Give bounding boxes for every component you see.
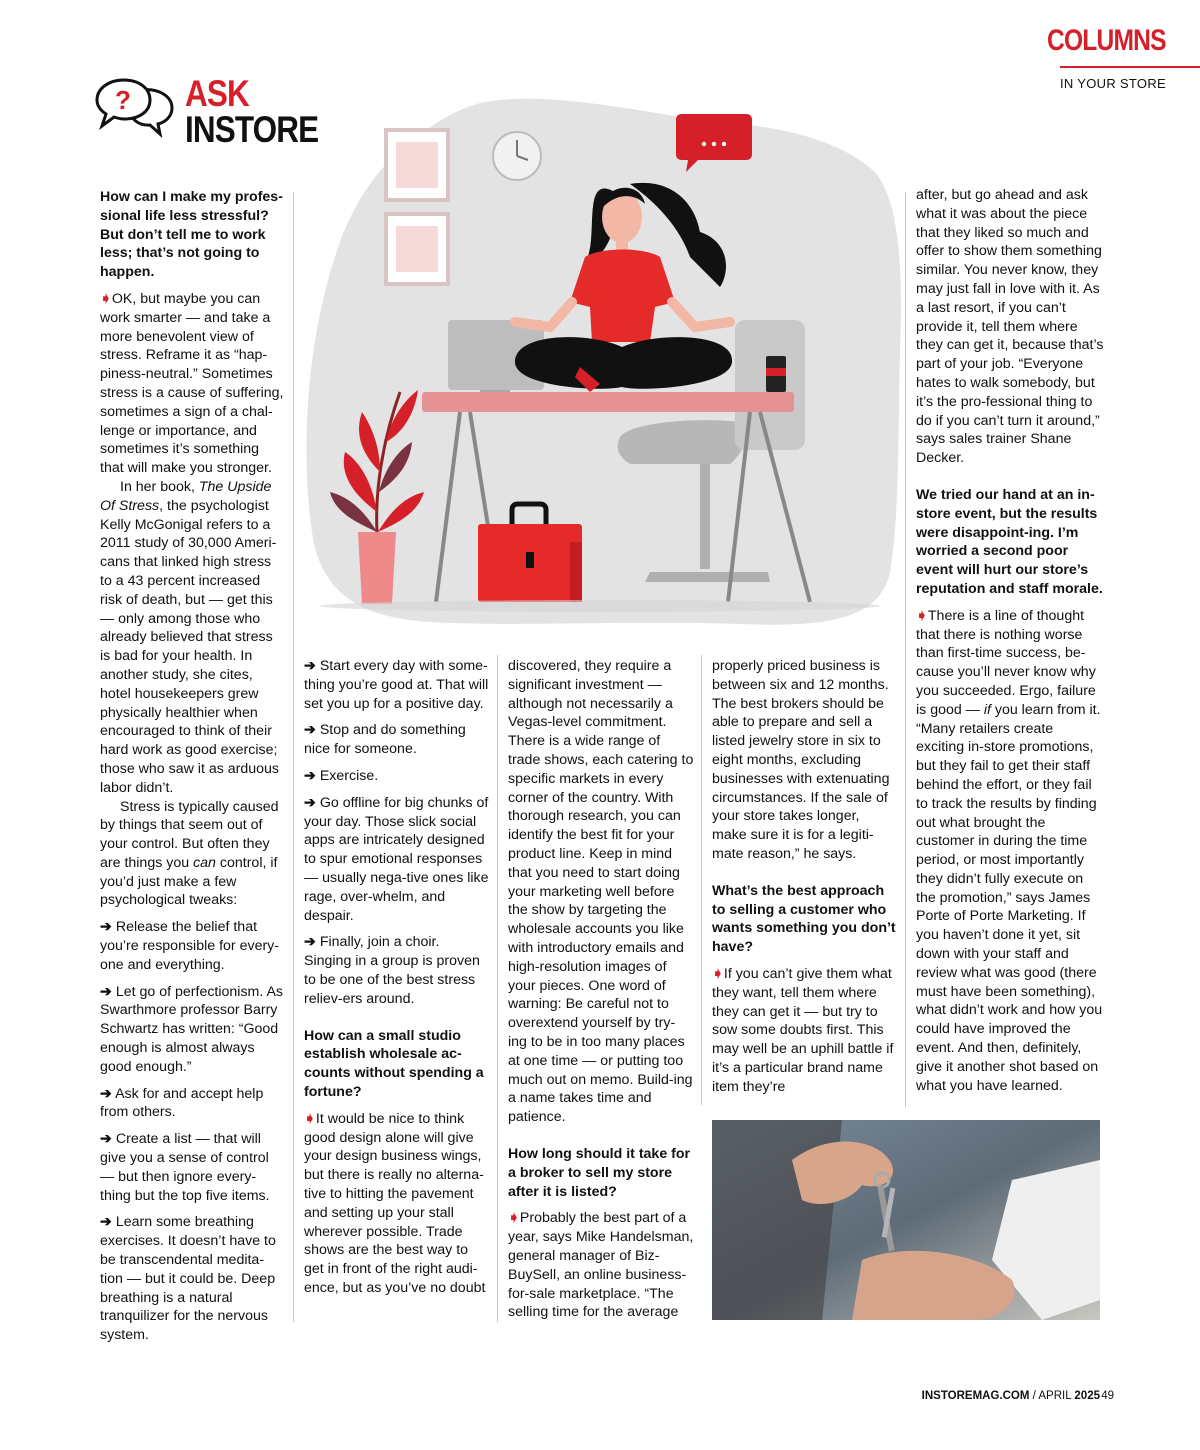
list-item: Learn some breathing exercises. It doesn’t have to be transcendental medita-tion — but it could be. Deep breathing is a natural tranquilizer for the nervous system. [100,1214,276,1344]
brand-ask: ASK [185,73,249,114]
list-item: Finally, join a choir. Singing in a group is proven to be one of the best stress reliev-ers around. [304,934,480,1007]
answer-marker-icon: ➧ [712,965,724,982]
question-3: How long should it take for a broker to sell my store after it is listed? [508,1145,691,1200]
paragraph-text: In her book, [120,478,199,495]
column-5 [916,186,1104,1095]
speech-bubbles-icon [94,76,176,140]
arrow-icon: ➔ [304,934,316,951]
answer-5-cont: you learn from it. “Many retailers create exciting in-store promotions, but they fail to get their staff behind the effort, or they fail to track the results by finding out what brought the customer in during the time period, or most importantly they didn’t fully execute on the promotion,” says James Porte of Porte Marketing. If you haven’t done it yet, sit down with your staff and review what was good (there must have been something), what didn’t work and how you could have improved the event. And then, definitely, give it another shot based on what you have learned. [916,701,1103,1094]
answer-2: It would be nice to think good design alone will give your design business wings, but there is really no alterna-tive to hitting the pavement and setting up your stall wherever possible. Trade shows are the best way to get in front of the right audi-ence, but as you’ve no doubt [304,1110,486,1296]
paragraph-text: , the psychologist Kelly McGonigal refers to a 2011 study of 30,000 Ameri-cans that linked high stress to a 43 percent increased risk of death, but — get this — only among those who already believed that stress is bad for your health. In another study, she cites, hotel housekeepers grew physically healthier when encouraged to think of their hard work as good exercise; those who saw it as arduous labor didn’t. [100,497,280,796]
footer-site: INSTOREMAG.COM [921,1390,1030,1402]
column-2 [304,657,490,1298]
header-rule [1060,66,1200,68]
answer-marker-icon: ➧ [916,607,928,624]
answer-1: OK, but maybe you can work smarter — and take a more benevolent view of stress. Reframe it as “hap-piness-neutral.” Sometimes stress is a cause of suffering, sometimes a sign of a chal-lenge or importance, and sometimes it’s something that will make you stronger. [100,290,284,477]
answer-3: Probably the best part of a year, says Mike Handelsman, general manager of Biz-BuySell, an online business-for-sale marketplace. “The selling time for the average [508,1210,694,1321]
page-number: 49 [1101,1390,1114,1402]
subsection-title: IN YOUR STORE [1060,76,1166,91]
arrow-icon: ➔ [100,919,112,936]
brand-instore: INSTORE [185,109,319,150]
list-item: Exercise. [319,767,379,784]
list-item: Go offline for big chunks of your day. Those slick social apps are intricately designed to spur emotional responses — usually nega-tive ones like rage, over-whelm, and despair. [304,794,489,924]
list-item: Stop and do something nice for someone. [304,722,466,758]
question-4: What’s the best approach to selling a customer who wants something you don’t have? [712,882,896,956]
column-3 [508,657,694,1322]
emphasis: can [193,854,216,871]
question-5: We tried our hand at an in-store event, but the results were disappoint-ing. I’m worried a second poor event will hurt our store’s reputation and staff morale. [916,486,1103,597]
list-item: Start every day with some-thing you’re good at. That will set you up for a positive day. [304,658,489,712]
svg-text:?: ? [115,85,131,115]
arrow-icon: ➔ [304,722,316,739]
list-item: Let go of perfectionism. As Swarthmore professor Barry Schwartz has written: “Good enough is almost always good enough.” [100,983,284,1075]
footer-issue: APRIL [1038,1390,1075,1402]
paragraph-text: properly priced business is between six and 12 months. The best brokers should be able to prepare and sell a listed jewelry store in six to eight months, excluding businesses with extenuating circumstances. If the sale of your store takes longer, make sure it is for a legiti-mate reason,” he says. [712,658,890,862]
emphasis: if [983,701,991,718]
footer-sep: / [1029,1390,1039,1402]
question-1: How can I make my profes-sional life less stressful? But don’t tell me to work less; that’s not going to happen. [100,189,283,281]
meditation-illustration [300,92,905,642]
footer-year: 2025 [1074,1390,1100,1402]
question-2: How can a small studio establish wholesale ac-counts without spending a fortune? [304,1027,484,1100]
keys-handoff-photo [712,1120,1100,1320]
arrow-icon: ➔ [304,767,316,784]
column-4 [712,657,898,1097]
column-1 [100,188,285,1345]
answer-marker-icon: ➧ [304,1110,316,1127]
answer-5: There is a line of thought that there is nothing worse than first-time success, be-cause you’ll never know why you succeeded. Ergo, failure is good — [916,607,1096,718]
answer-marker-icon: ➧ [508,1210,520,1227]
arrow-icon: ➔ [100,1085,112,1102]
paragraph-text: discovered, they require a significant investment — although not necessarily a Vegas-level commitment. There is a wide range of trade shows, each catering to specific markets in every corner of the country. With thorough research, you can identify the best fit for your product line. Keep in mind that you need to start doing your marketing well before the show by targeting the wholesale accounts you like with introductory emails and high-resolution images of your pieces. One word of warning: Be careful not to overextend yourself by try-ing to be in too many places at one time — or putting too much out on memo. Build-ing a name takes time and patience. [508,658,694,1126]
list-item: Release the belief that you’re responsible for every-one and everything. [100,919,279,973]
arrow-icon: ➔ [100,1131,112,1148]
arrow-icon: ➔ [100,1214,112,1231]
list-item: Create a list — that will give you a sense of control — but then ignore every-thing but the top five items. [100,1131,270,1204]
list-item: Ask for and accept help from others. [100,1085,264,1121]
arrow-icon: ➔ [304,794,316,811]
arrow-icon: ➔ [304,658,316,674]
paragraph-text: after, but go ahead and ask what it was about the piece that they liked so much and offer to show them something similar. You never know, they may just fall in love with it. As a last resort, if you can’t provide it, tell them where they can get it, because that’s part of your job. “Everyone hates to walk somebody, but it’s the pro-fessional thing to do if you can’t turn it around,” says sales trainer Shane Decker. [916,187,1104,467]
paragraph-text: control, if you’d just make a few psychological tweaks: [100,854,278,909]
section-title: COLUMNS [1047,24,1166,57]
paragraph-text: Stress is typically caused by things that seem out of your control. But often they are things you [100,798,279,871]
book-title: The Upside Of Stress [100,478,272,514]
footer [922,1390,1100,1402]
answer-marker-icon: ➧ [100,290,112,307]
answer-4: If you can’t give them what they want, tell them where they can get it — but try to sow some doubts first. This may well be an uphill battle if it’s a particular brand name item they’re [712,965,894,1095]
arrow-icon: ➔ [100,983,112,1000]
